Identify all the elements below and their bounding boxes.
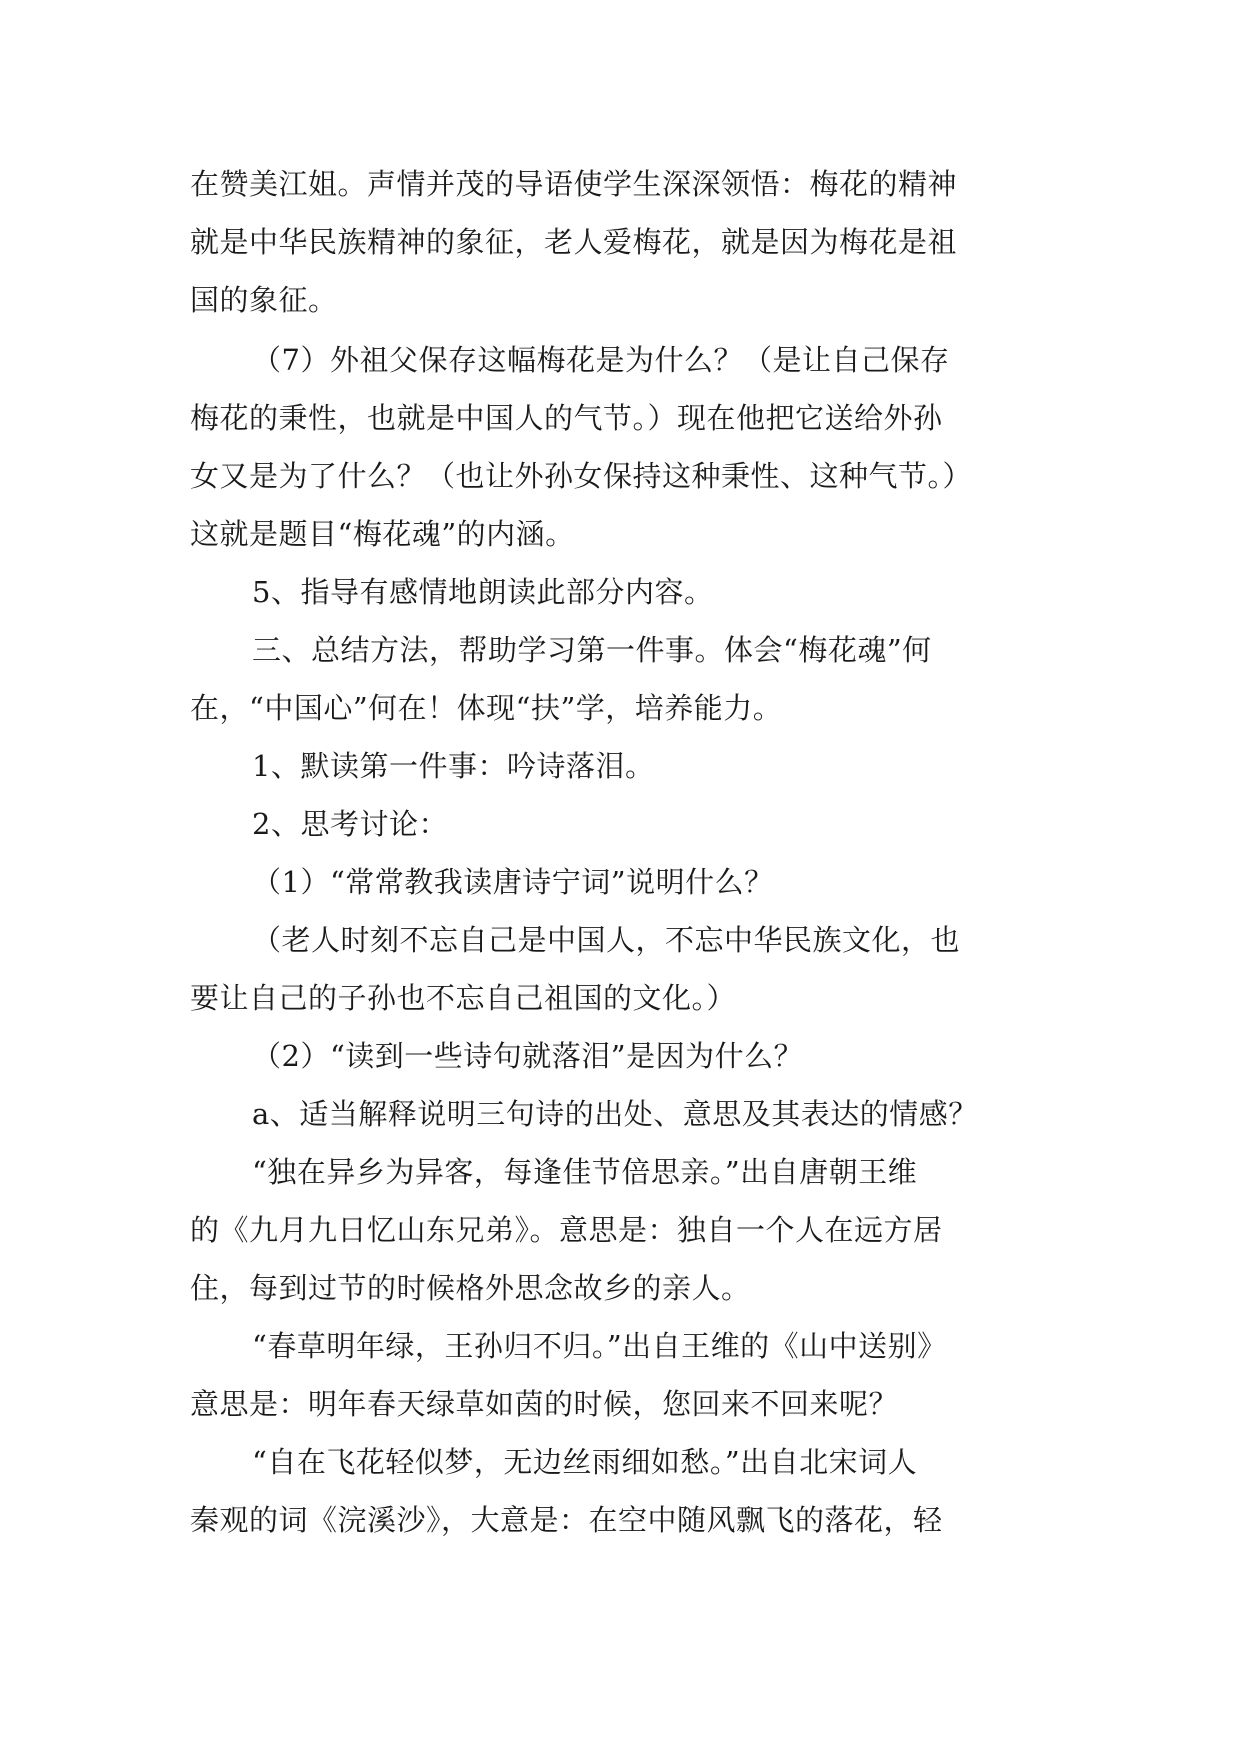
text-line: 5、指导有感情地朗读此部分内容。 [252, 575, 714, 609]
text-line: 在，“中国心”何在！体现“扶”学，培养能力。 [190, 691, 783, 725]
text-line: （2）“读到一些诗句就落泪”是因为什么？ [252, 1039, 804, 1073]
text-line: 梅花的秉性，也就是中国人的气节。）现在他把它送给外孙 [190, 401, 943, 435]
text-line: 的《九月九日忆山东兄弟》。意思是：独自一个人在远方居 [190, 1213, 943, 1247]
text-line: 三、总结方法，帮助学习第一件事。体会“梅花魂”何 [252, 633, 932, 667]
text-line: a、适当解释说明三句诗的出处、意思及其表达的情感？ [252, 1097, 978, 1131]
text-line: （7）外祖父保存这幅梅花是为什么？（是让自己保存 [252, 343, 950, 377]
text-line: 这就是题目“梅花魂”的内涵。 [190, 517, 575, 551]
text-line: 国的象征。 [190, 283, 338, 317]
text-line: “春草明年绿，王孙归不归。”出自王维的《山中送别》 [252, 1329, 947, 1363]
text-line: “自在飞花轻似梦，无边丝雨细如愁。”出自北宋词人 [252, 1445, 918, 1479]
text-line: 秦观的词《浣溪沙》，大意是：在空中随风飘飞的落花，轻 [190, 1503, 943, 1537]
text-line: 住，每到过节的时候格外思念故乡的亲人。 [190, 1271, 751, 1305]
text-line: 在赞美江姐。声情并茂的导语使学生深深领悟：梅花的精神 [190, 167, 958, 201]
text-line: （老人时刻不忘自己是中国人，不忘中华民族文化，也 [252, 923, 961, 957]
text-line: 1、默读第一件事：吟诗落泪。 [252, 749, 655, 783]
text-line: 2、思考讨论： [252, 807, 448, 841]
text-line: 女又是为了什么？（也让外孙女保持这种秉性、这种气节。） [190, 459, 973, 493]
text-line: 意思是：明年春天绿草如茵的时候，您回来不回来呢？ [190, 1387, 899, 1421]
text-line: （1）“常常教我读唐诗宁词”说明什么？ [252, 865, 774, 899]
text-line: “独在异乡为异客，每逢佳节倍思亲。”出自唐朝王维 [252, 1155, 918, 1189]
text-line: 要让自己的子孙也不忘自己祖国的文化。） [190, 981, 737, 1015]
text-line: 就是中华民族精神的象征，老人爱梅花，就是因为梅花是祖 [190, 225, 958, 259]
